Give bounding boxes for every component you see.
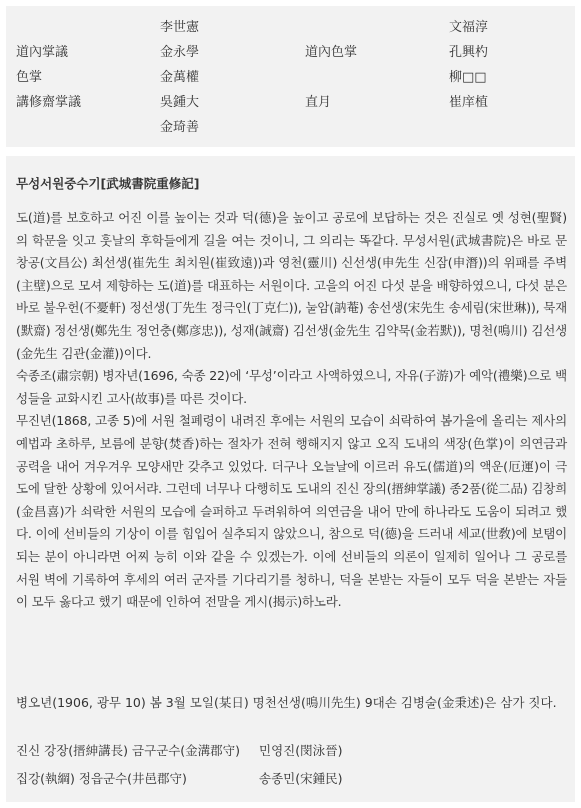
signature-name: 송종민(宋鍾民) [259,771,343,786]
document-body [16,207,567,614]
closing-line: 병오년(1906, 광무 10) 봄 3월 모일(某日) 명천선생(鳴川先生) 9대손 김병술(金秉述)은 삼가 짓다. [16,695,557,710]
paragraph: 도(道)를 보호하고 어진 이를 높이는 것과 덕(德)을 높이고 공로에 보답하는 것은 진실로 옛 성현(聖賢)의 학문을 잇고 훗날의 후학들에게 길을 여는 것이니, 그 의리는 똑같다. 무성서원(武城書院)은 바로 문창공(文昌公) 최선생(崔先生 최치원(崔致遠))과 영천(靈川) 신선생(申先生 신잠(申潛))의 위패를 주벽(主壁)으로 모셔 제향하는 도(道)를 대표하는 서원이다. 고을의 어진 다섯 분을 배향하였으니, 다섯 분은 바로 불우헌(不憂軒) 정선생(丁先生 정극인(丁克仁)), 눌암(訥菴) 송선생(宋先生 송세림(宋世琳)), 묵재(默齋) 정선생(鄭先生 정언충(鄭彦忠)), 성재(誠齋) 김선생(金先生 김약묵(金若默)), 명천(鳴川) 김선생(金先生 김관(金灌))이다. [16,210,567,361]
signature-name: 민영진(閔泳晉) [259,743,343,758]
officials-panel [6,6,575,147]
official-title: 道內掌議 [16,45,69,60]
official-name: 金永學 [160,45,200,60]
official-name: 吳鍾大 [160,95,200,110]
document-panel [6,156,575,802]
paragraph: 숙종조(肅宗朝) 병자년(1696, 숙종 22)에 ‘무성’이라고 사액하였으니, 자유(子游)가 예악(禮樂)으로 백성들을 교화시킨 고사(故事)를 따른 것이다. [16,368,567,406]
official-name: 金萬權 [160,70,200,85]
official-title: 色掌 [16,70,43,85]
official-name: 柳□□ [449,70,487,85]
official-name: 孔興杓 [449,45,489,60]
signature-role: 진신 강장(搢紳講長) 금구군수(金溝郡守) [16,743,241,758]
signature-role: 집강(執綱) 정읍군수(井邑郡守) [16,771,187,786]
official-name: 李世憲 [160,20,200,35]
official-title: 直月 [305,95,332,110]
official-name: 文福淳 [449,20,489,35]
official-title: 講修齋掌議 [16,95,82,110]
official-name: 崔庠植 [449,95,489,110]
paragraph: 무진년(1868, 고종 5)에 서원 철폐령이 내려진 후에는 서원의 모습이 쇠락하여 봄가을에 올리는 제사의 예법과 초하루, 보름에 분향(焚香)하는 절차가 전혀 행해지지 않고 오직 도내의 색장(色掌)이 의연금과 공력을 내어 겨우겨우 모양새만 갖추고 있었다. 더구나 오늘날에 이르러 유도(儒道)의 액운(厄運)이 극도에 달한 상황에 있어서랴. 그런데 너무나 다행히도 도내의 진신 장의(搢紳掌議) 종2품(從二品) 김창희(金昌喜)가 쇠락한 서원의 모습에 슬퍼하고 두려워하여 의연금을 내어 만에 하나라도 도움이 되려고 했다. 이에 선비들의 기상이 이를 힘입어 실추되지 않았으니, 참으로 덕(德)을 드러내 세교(世敎)에 보탬이 되는 분이 아니라면 어찌 능히 이와 같을 수 있겠는가. 이에 선비들의 의론이 일제히 일어나 그 공로를 서원 벽에 기록하여 후세의 여러 군자를 기다리기를 청하니, 덕을 본받는 자들이 모두 덕을 본받는 자들이 모두 옳다고 했기 때문에 인하여 전말을 게시(揭示)하노라. [16,413,567,610]
document-title: 무성서원중수기[武城書院重修記] [16,176,200,191]
official-title: 道內色掌 [305,45,358,60]
official-name: 金琦善 [160,120,200,135]
